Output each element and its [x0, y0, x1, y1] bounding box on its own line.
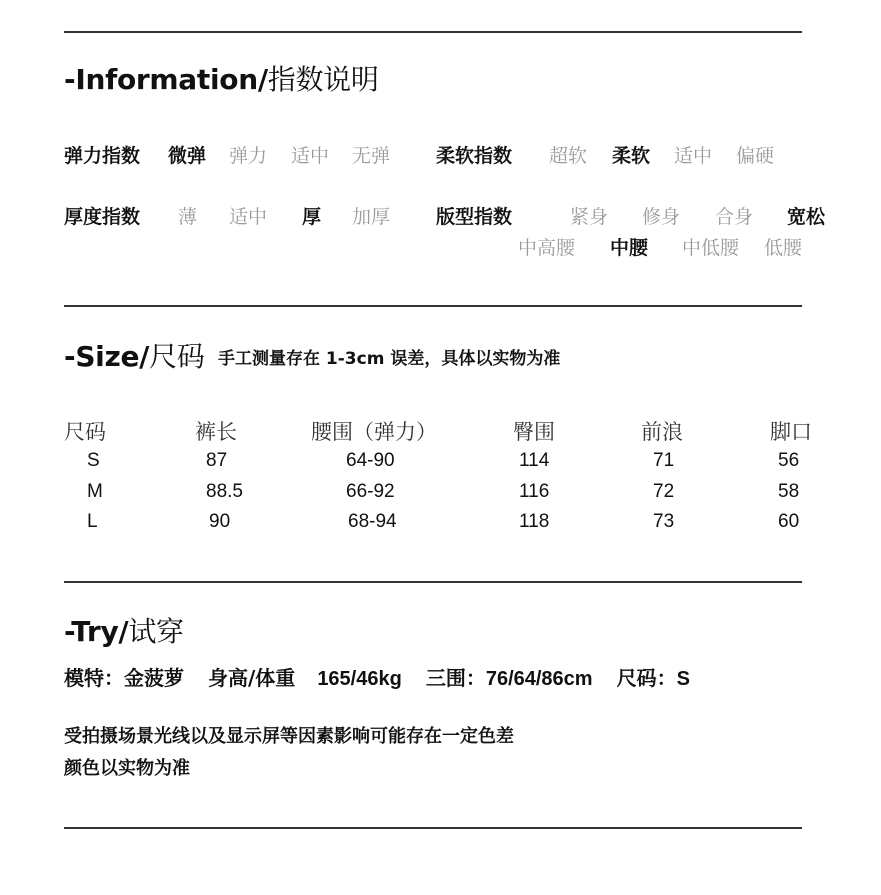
table-cell: 58 — [778, 481, 800, 502]
information-title-cn: 指数说明 — [267, 63, 379, 96]
table-cell: 66-92 — [346, 481, 395, 502]
elasticity-option-3: 无弹 — [352, 145, 391, 167]
disclaimer-actual-product: 颜色以实物为准 — [64, 758, 190, 779]
table-cell: L — [87, 511, 98, 532]
table-cell: 71 — [653, 450, 675, 471]
softness-label: 柔软指数 — [436, 145, 513, 167]
table-cell: 60 — [778, 511, 800, 532]
waist-option-0: 中高腰 — [518, 237, 576, 259]
model-info-line — [64, 662, 690, 691]
waist-option-2: 中低腰 — [682, 237, 740, 259]
disclaimer-color-difference: 受拍摄场景光线以及显示屏等因素影响可能存在一定色差 — [64, 726, 514, 747]
size-title-cn: 尺码 — [149, 340, 205, 373]
divider-bottom — [64, 827, 802, 829]
size-header-length: 裤长 — [195, 420, 237, 444]
size-header-hem: 脚口 — [770, 420, 812, 444]
waist-option-3: 低腰 — [764, 237, 803, 259]
model-size-value: S — [676, 668, 690, 690]
size-header-waist: 腰围（弹力） — [311, 420, 437, 444]
divider-size-try — [64, 581, 802, 583]
size-measure-note: 手工测量存在 1-3cm 误差，具体以实物为准 — [218, 349, 561, 369]
table-cell: 90 — [209, 511, 231, 532]
elasticity-option-0: 微弹 — [168, 145, 207, 167]
softness-option-1: 柔软 — [612, 145, 651, 167]
table-cell: 114 — [519, 450, 550, 471]
fit-label: 版型指数 — [436, 206, 513, 228]
measurements-value: 76/64/86cm — [485, 668, 593, 690]
height-weight-label: 身高/体重 — [208, 666, 296, 690]
try-title-en: -Try/ — [64, 615, 129, 648]
divider-top — [64, 31, 802, 33]
information-title-en: -Information/ — [64, 63, 268, 96]
table-cell: 68-94 — [348, 511, 397, 532]
softness-option-3: 偏硬 — [736, 145, 775, 167]
fit-option-2: 合身 — [715, 206, 754, 228]
table-cell: S — [87, 450, 100, 471]
thickness-option-3: 加厚 — [352, 206, 391, 228]
divider-info-size — [64, 305, 802, 307]
try-title — [64, 610, 184, 650]
waist-option-1: 中腰 — [610, 237, 649, 259]
size-title — [64, 335, 205, 375]
table-cell: 87 — [206, 450, 228, 471]
thickness-option-0: 薄 — [178, 206, 198, 228]
table-cell: M — [87, 481, 103, 502]
fit-option-0: 紧身 — [570, 206, 609, 228]
size-header-rise: 前浪 — [641, 420, 683, 444]
table-cell: 56 — [778, 450, 800, 471]
size-header-size: 尺码 — [64, 420, 106, 444]
table-cell: 118 — [519, 511, 550, 532]
softness-option-0: 超软 — [549, 145, 588, 167]
height-weight-value: 165/46kg — [317, 668, 402, 690]
model-size-label: 尺码： — [616, 666, 677, 690]
thickness-option-2: 厚 — [302, 206, 322, 228]
softness-option-2: 适中 — [674, 145, 713, 167]
thickness-label: 厚度指数 — [64, 206, 141, 228]
table-cell: 73 — [653, 511, 675, 532]
model-label: 模特：金菠萝 — [64, 666, 184, 690]
fit-option-3: 宽松 — [787, 206, 826, 228]
fit-option-1: 修身 — [642, 206, 681, 228]
elasticity-option-1: 弹力 — [229, 145, 268, 167]
information-title — [64, 58, 379, 98]
elasticity-option-2: 适中 — [291, 145, 330, 167]
try-title-cn: 试穿 — [128, 615, 184, 648]
size-title-en: -Size/ — [64, 340, 150, 373]
measurements-label: 三围： — [425, 666, 486, 690]
elasticity-label: 弹力指数 — [64, 145, 141, 167]
size-header-hip: 臀围 — [513, 420, 555, 444]
table-cell: 116 — [519, 481, 550, 502]
thickness-option-1: 适中 — [229, 206, 268, 228]
table-cell: 64-90 — [346, 450, 395, 471]
table-cell: 72 — [653, 481, 675, 502]
table-cell: 88.5 — [206, 481, 243, 502]
